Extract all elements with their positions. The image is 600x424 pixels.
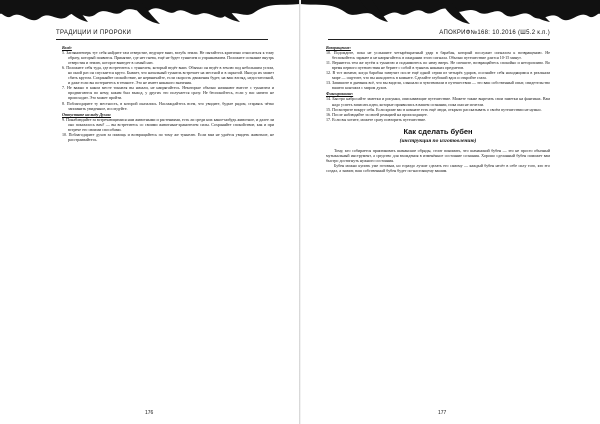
left-ornament <box>0 0 300 28</box>
list-item: 12. В тот момент, когда барабан зазвучит после ещё одной серии из четырёх ударов, осознайте себя находящимся в реальном мире — ощутите, что вы находитесь в комнате. Сделайте глубокий вдох и откройте глаза. <box>326 70 550 81</box>
left-header-title: ТРАДИЦИИ И ПРОРОКИ <box>56 30 132 36</box>
left-page-text <box>62 44 274 404</box>
section-heading: Вход: <box>62 45 72 50</box>
section-heading: Фиксирование: <box>326 91 354 97</box>
list-item: 8. Поблагодарите ту местность, в которой оказались. Наслаждайтесь всем, что увидите, будьте рядом, стараясь чётко запомнить увиденное, исследуйте. <box>62 100 274 111</box>
right-page-text <box>326 44 550 404</box>
list-item: 16. После наблюдайте за своей реакцией на происходящее. <box>326 111 428 117</box>
list-item: 9. Понаблюдайте за встречающимися нам животными и растениями, есть ли среди них какое-нибудь животное, и далее ли оно показалось вам? — вы встретитесь со своими животным-хранителем силы. Сохраняйте спокойствие, как и при встрече его своими способами. <box>62 116 274 132</box>
right-page-number: 177 <box>438 410 447 416</box>
body-paragraph: Бубен можно купить уже готовым, но гораздо лучше сделать его самому — каждый бубен несёт в себе силу того, кто его создал, а значит, ваш собственный бубен будет по-настоящему вашим. <box>326 162 550 173</box>
list-item: 10. Поблагодарите духов за помощь и возвращайтесь по тому же туннелю. Если вам не удаётся увидеть животное, не расстраивайтесь. <box>62 131 274 142</box>
list-item: 15. Посмотрите вокруг себя. Если кроме вас в комнате есть ещё люди, открыто рассказывать о своём путешествии не нужно. <box>326 106 542 112</box>
list-item: 6. Положите себя туда, где встретитесь с туннелем, который ведёт вниз. Обычно он ведёт в землю под небольшим углом, но иной раз он спускается круто. Бывает, что начальный туннель встречает на местной и в скрытой. Иногда их может сбить кругом. Сохраняйте спокойствие, не нервничайте, если скорость движения будет, на ваш взгляд, недостаточной, и даже если вы потеряетесь в темноте. Это не имеет никакого значения. <box>62 65 274 86</box>
book-spine <box>299 0 301 424</box>
section-heading: Возвращение: <box>326 45 351 50</box>
left-page-number: 176 <box>145 410 154 416</box>
list-item: 7. Не важно в каком месте тоннеля вы начали, не напрягайтесь. Некоторые обычно начинают вместе с туннелем и продвигаются по нему, каким был выход, у других это получается сразу. Не беспокойтесь, если у вас ничего не происходит. Это может пройти. <box>62 85 274 101</box>
list-item: 5. Заглянитеперь тут себя найдите там отверстие, ведущее вниз, вглубь земли. Не пытайтесь критично относиться к тому образу, который появится. Принятие, где нет гнева, ещё не будет туннелем и упражнением. Положите сознание внутрь отверстия и землю, которое выведет в самый низ. <box>62 50 274 66</box>
left-running-header <box>56 28 268 40</box>
list-item: 13. Запишите в дневник всё, что вы видели, слышали и чувствовали в путешествии — это ваш собственный опыт, свидетельство вашего контакта с миром духов. <box>326 80 550 91</box>
list-item: 10. Подождите, пока не услышите четырёхкратный удар в барабан, который послужит сигналом к возвращению. Не беспокойтесь заранее и не напрягайтесь в ожидании этого сигнала. Обычно путешествие длится 10-15 минут. <box>326 50 550 61</box>
right-running-header <box>328 28 550 40</box>
list-item: 11. Вернитесь тем же путём к туннелю и поднимитесь по нему вверх. Не спешите, возвращайтесь спокойно и неторопливо. Во время первого путешествия не берите с собой в туннель никаких предметов. <box>326 60 550 71</box>
body-paragraph: Тому, кто собирается практиковать шаманские обряды, стоит понимать, что шаманский бубен — это не просто обычный музыкальный инструмент, а средство для вхождения в изменённое состояние сознания. Хорошо сделанный бубен поможет вам быстро достигнуть нужного состояния. <box>326 147 550 163</box>
chapter-subheading: (инструкция по изготовлению) <box>399 137 477 144</box>
right-ornament <box>300 0 600 28</box>
list-item: 14. Быстро набросайте заметки и рисунки, описывающие путешествие. Можете также вырезать свои заметки на фантиках. Вам надо успеть записать идеи, которые проявились в вашем сознании, пока они не исчезли. <box>326 96 550 107</box>
section-heading: Отпустите на виду Духов: <box>62 111 112 117</box>
list-item: 17. Если вы хотите, можете сразу повторить путешествие. <box>326 116 427 122</box>
chapter-heading: Как сделать бубен <box>403 126 473 136</box>
right-header-title: АПОКРИФ№168: 10.2016 (Ш5.2 к.п.) <box>439 30 550 36</box>
